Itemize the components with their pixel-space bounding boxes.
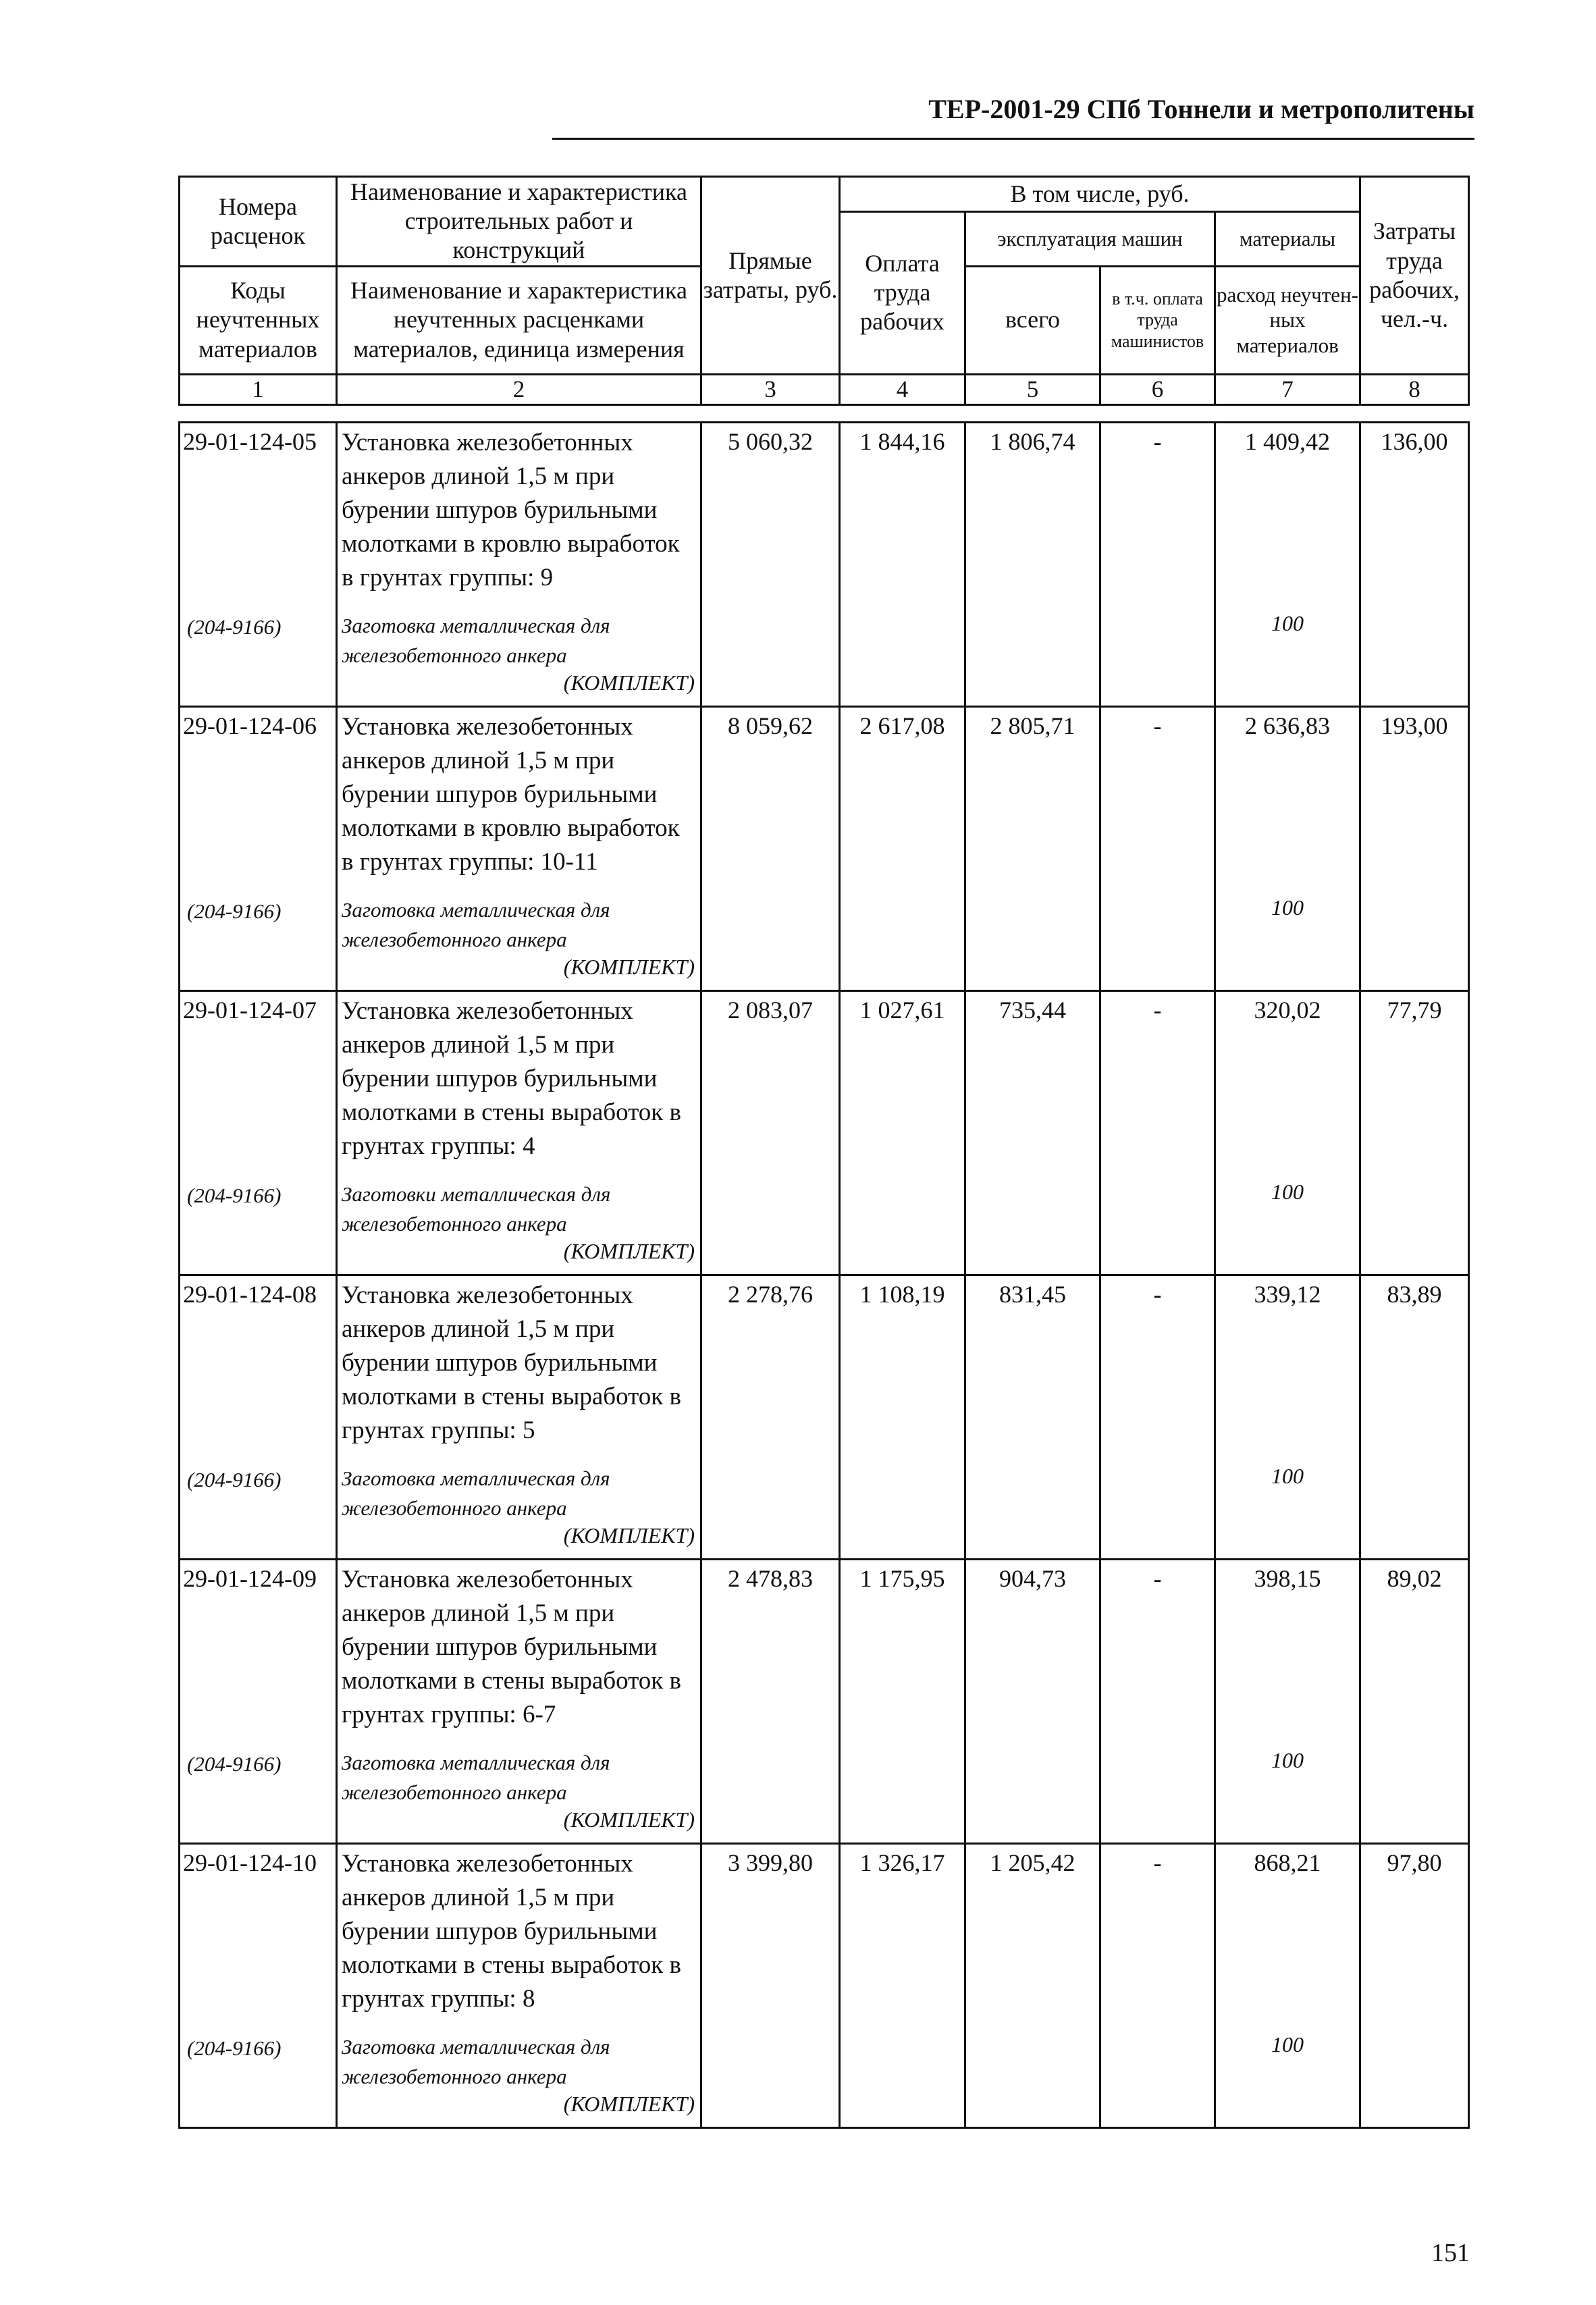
material-code: (204-9166): [187, 1468, 282, 1491]
material-quantity: 100: [1271, 1180, 1304, 1204]
machines-total-cell: [965, 707, 1100, 991]
labor-pay-value: 1 027,61: [859, 997, 945, 1024]
rate-code: 29-01-124-10: [183, 1849, 317, 1876]
header-machines: эксплуатация машин: [965, 212, 1215, 267]
header-labor-hours: Затраты труда рабочих, чел.-ч.: [1360, 177, 1469, 375]
rate-code: 29-01-124-09: [183, 1565, 317, 1592]
labor-pay-value: 1 108,19: [859, 1281, 945, 1308]
table-row: [180, 1560, 1469, 1844]
work-name: Установка железобетонных анкеров длиной 1,5 м при бурении шпуров бурильными молотками в стены выработок в грунтах группы: 6-7: [342, 1566, 681, 1728]
labor-hours-value: 89,02: [1387, 1565, 1442, 1592]
header-col1-top: Номера расценок: [180, 177, 337, 267]
materials-cell: [1215, 1275, 1360, 1560]
material-name: Заготовка металлическая для железобетонного анкера: [342, 2035, 610, 2088]
material-unit: (КОМПЛЕКТ): [563, 1239, 695, 1263]
material-name: Заготовка металлическая для железобетонного анкера: [342, 1751, 610, 1804]
labor-pay-cell: [840, 1560, 965, 1844]
material-unit: (КОМПЛЕКТ): [563, 670, 695, 695]
table-row: [180, 1844, 1469, 2128]
material-name: Заготовка металлическая для железобетонного анкера: [342, 1466, 610, 1520]
work-name: Установка железобетонных анкеров длиной 1,5 м при бурении шпуров бурильными молотками в кровлю выработок в грунтах группы: 10-11: [342, 713, 680, 876]
materials-cell: [1215, 1560, 1360, 1844]
machines-total-value: 1 205,42: [990, 1849, 1075, 1876]
rate-code-cell: [180, 991, 337, 1275]
header-group: В том числе, руб.: [840, 177, 1360, 212]
labor-hours-cell: [1360, 1275, 1469, 1560]
work-name-cell: [337, 1275, 701, 1560]
labor-hours-value: 77,79: [1387, 997, 1442, 1024]
labor-hours-cell: [1360, 423, 1469, 707]
direct-costs-value: 2 278,76: [728, 1281, 813, 1308]
header-number: 1: [180, 374, 337, 404]
machines-total-value: 831,45: [999, 1281, 1066, 1308]
labor-pay-cell: [840, 991, 965, 1275]
machinists-pay-value: -: [1153, 712, 1162, 739]
machines-total-cell: [965, 423, 1100, 707]
material-quantity: 100: [1271, 895, 1304, 920]
machinists-pay-cell: [1100, 1275, 1215, 1560]
work-name-cell: [337, 1560, 701, 1844]
material-unit: (КОМПЛЕКТ): [563, 1523, 695, 1547]
materials-value: 2 636,83: [1245, 712, 1330, 739]
labor-pay-cell: [840, 1275, 965, 1560]
direct-costs-value: 5 060,32: [728, 428, 813, 455]
materials-cell: [1215, 707, 1360, 991]
materials-cell: [1215, 991, 1360, 1275]
rate-code-cell: [180, 423, 337, 707]
machines-total-value: 2 805,71: [990, 712, 1075, 739]
header-materials: материалы: [1215, 212, 1360, 267]
work-name: Установка железобетонных анкеров длиной 1,5 м при бурении шпуров бурильными молотками в кровлю выработок в грунтах группы: 9: [342, 429, 680, 591]
direct-costs-value: 3 399,80: [728, 1849, 813, 1876]
machines-total-value: 735,44: [999, 997, 1066, 1024]
material-unit: (КОМПЛЕКТ): [563, 2092, 695, 2116]
header-number: 3: [701, 374, 840, 404]
table-row: [180, 1275, 1469, 1560]
header-col2-top: Наименование и характеристика строительных работ и конструкций: [337, 177, 701, 267]
direct-costs-cell: [701, 991, 840, 1275]
labor-hours-value: 193,00: [1381, 712, 1448, 739]
material-quantity: 100: [1271, 611, 1304, 635]
rate-code: 29-01-124-08: [183, 1281, 317, 1308]
labor-hours-cell: [1360, 991, 1469, 1275]
machines-total-cell: [965, 1844, 1100, 2128]
header-number: 2: [337, 374, 701, 404]
direct-costs-value: 8 059,62: [728, 712, 813, 739]
materials-value: 398,15: [1254, 1565, 1321, 1592]
materials-value: 339,12: [1254, 1281, 1321, 1308]
labor-hours-cell: [1360, 707, 1469, 991]
work-name-cell: [337, 991, 701, 1275]
labor-hours-cell: [1360, 1560, 1469, 1844]
direct-costs-cell: [701, 423, 840, 707]
materials-value: 320,02: [1254, 997, 1321, 1024]
header-number: 4: [840, 374, 965, 404]
material-code: (204-9166): [187, 1184, 282, 1207]
header-col1-bottom: Коды неучтенных материалов: [180, 266, 337, 374]
machines-total-value: 1 806,74: [990, 428, 1075, 455]
rate-code: 29-01-124-07: [183, 997, 317, 1024]
direct-costs-cell: [701, 1844, 840, 2128]
header-number: 5: [965, 374, 1100, 404]
rate-code: 29-01-124-05: [183, 428, 317, 455]
work-name-cell: [337, 707, 701, 991]
table-row: [180, 991, 1469, 1275]
machinists-pay-value: -: [1153, 997, 1162, 1024]
materials-cell: [1215, 1844, 1360, 2128]
direct-costs-value: 2 083,07: [728, 997, 813, 1024]
labor-hours-value: 83,89: [1387, 1281, 1442, 1308]
machinists-pay-cell: [1100, 991, 1215, 1275]
work-name: Установка железобетонных анкеров длиной 1,5 м при бурении шпуров бурильными молотками в стены выработок в грунтах группы: 4: [342, 997, 681, 1160]
rate-code-cell: [180, 707, 337, 991]
materials-value: 868,21: [1254, 1849, 1321, 1876]
machinists-pay-cell: [1100, 1560, 1215, 1844]
header-number: 7: [1215, 374, 1360, 404]
labor-pay-value: 1 844,16: [859, 428, 945, 455]
machines-total-cell: [965, 991, 1100, 1275]
machinists-pay-cell: [1100, 423, 1215, 707]
labor-pay-cell: [840, 707, 965, 991]
direct-costs-cell: [701, 1560, 840, 1844]
direct-costs-cell: [701, 1275, 840, 1560]
work-name-cell: [337, 1844, 701, 2128]
machinists-pay-value: -: [1153, 1849, 1162, 1876]
header-table: [178, 176, 1470, 406]
material-name: Заготовки металлическая для железобетонного анкера: [342, 1182, 611, 1236]
material-code: (204-9166): [187, 1752, 282, 1776]
machinists-pay-value: -: [1153, 428, 1162, 455]
machinists-pay-value: -: [1153, 1281, 1162, 1308]
header-direct-costs: Прямые затраты, руб.: [701, 177, 840, 375]
rate-code-cell: [180, 1275, 337, 1560]
labor-pay-value: 1 326,17: [859, 1849, 945, 1876]
direct-costs-cell: [701, 707, 840, 991]
material-code: (204-9166): [187, 899, 282, 923]
machines-total-value: 904,73: [999, 1565, 1066, 1592]
labor-hours-cell: [1360, 1844, 1469, 2128]
labor-pay-value: 1 175,95: [859, 1565, 945, 1592]
header-machinists: в т.ч. оплата труда машинистов: [1100, 266, 1215, 374]
rate-code-cell: [180, 1560, 337, 1844]
material-quantity: 100: [1271, 1748, 1304, 1772]
labor-hours-value: 136,00: [1381, 428, 1448, 455]
material-unit: (КОМПЛЕКТ): [563, 955, 695, 979]
material-name: Заготовка металлическая для железобетонного анкера: [342, 898, 610, 951]
table-row: [180, 423, 1469, 707]
header-unaccounted-materials: расход неучтен-ных материалов: [1215, 266, 1360, 374]
header-machines-total: всего: [965, 266, 1100, 374]
material-name: Заготовка металлическая для железобетонного анкера: [342, 614, 610, 667]
machinists-pay-cell: [1100, 1844, 1215, 2128]
work-name: Установка железобетонных анкеров длиной 1,5 м при бурении шпуров бурильными молотками в стены выработок в грунтах группы: 8: [342, 1850, 681, 2013]
table-row: [180, 707, 1469, 991]
header-number: 8: [1360, 374, 1469, 404]
material-quantity: 100: [1271, 2032, 1304, 2057]
header-labor-pay: Оплата труда рабочих: [840, 212, 965, 375]
rates-table: [178, 421, 1470, 2129]
work-name-cell: [337, 423, 701, 707]
rate-code: 29-01-124-06: [183, 712, 317, 739]
machines-total-cell: [965, 1560, 1100, 1844]
material-quantity: 100: [1271, 1464, 1304, 1488]
machinists-pay-cell: [1100, 707, 1215, 991]
labor-pay-cell: [840, 423, 965, 707]
title-underline: [552, 138, 1474, 140]
machines-total-cell: [965, 1275, 1100, 1560]
material-code: (204-9166): [187, 615, 282, 639]
machinists-pay-value: -: [1153, 1565, 1162, 1592]
materials-cell: [1215, 423, 1360, 707]
labor-pay-value: 2 617,08: [859, 712, 945, 739]
direct-costs-value: 2 478,83: [728, 1565, 813, 1592]
document-title: ТЕР-2001-29 СПб Тоннели и метрополитены: [928, 94, 1474, 124]
work-name: Установка железобетонных анкеров длиной 1,5 м при бурении шпуров бурильными молотками в стены выработок в грунтах группы: 5: [342, 1281, 681, 1444]
page-number: 151: [1431, 2239, 1470, 2267]
material-code: (204-9166): [187, 2036, 282, 2060]
header-col2-bottom: Наименование и характеристика неучтенных расценками материалов, единица измерения: [337, 266, 701, 374]
header-number: 6: [1100, 374, 1215, 404]
rate-code-cell: [180, 1844, 337, 2128]
materials-value: 1 409,42: [1245, 428, 1330, 455]
material-unit: (КОМПЛЕКТ): [563, 1807, 695, 1832]
labor-pay-cell: [840, 1844, 965, 2128]
labor-hours-value: 97,80: [1387, 1849, 1442, 1876]
